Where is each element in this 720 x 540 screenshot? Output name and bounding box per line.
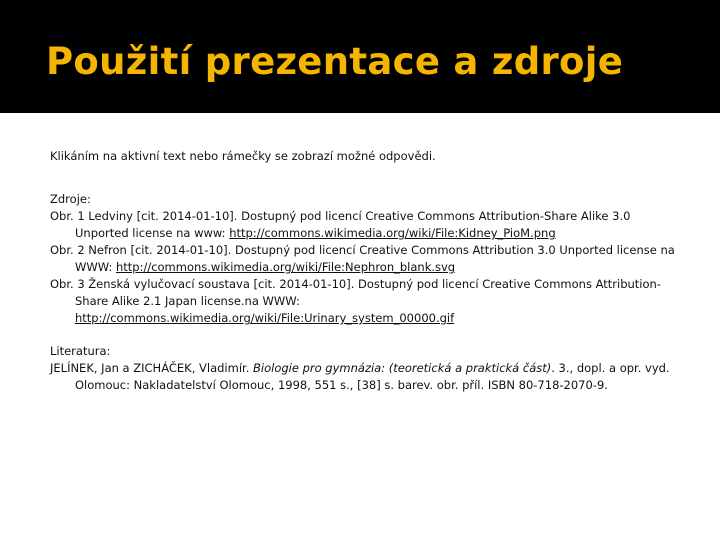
source-text-2: Obr. 2 Nefron [cit. 2014-01-10]. Dostupný pod licencí Creative Commons Attribution 3.0 Unported license na WWW: [50, 243, 675, 274]
title-bar [0, 0, 720, 113]
intro-text: Klikáním na aktivní text nebo rámečky se zobrazí možné odpovědi. [50, 149, 436, 163]
source-link-3[interactable]: http://commons.wikimedia.org/wiki/File:Urinary_system_00000.gif [75, 311, 455, 325]
source-text-3: Obr. 3 Ženská vylučovací soustava [cit. 2014-01-10]. Dostupný pod licencí Creative Commons Attribution-Share Alike 2.1 Japan license.na WWW: [50, 277, 661, 308]
literature-heading: Literatura: [50, 344, 111, 358]
source-entry-3 [50, 276, 680, 327]
literature-author: JELÍNEK, Jan a ZICHÁČEK, Vladimír. [50, 361, 254, 375]
sources-heading: Zdroje: [50, 192, 91, 206]
source-entry-1 [50, 208, 680, 242]
source-entry-2 [50, 242, 680, 276]
slide-content [50, 148, 680, 394]
literature-entry [50, 360, 680, 394]
source-link-2[interactable]: http://commons.wikimedia.org/wiki/File:Nephron_blank.svg [115, 260, 456, 274]
source-text-1: Obr. 1 Ledviny [cit. 2014-01-10]. Dostupný pod licencí Creative Commons Attribution-Share Alike 3.0 Unported license na www: [50, 209, 631, 240]
literature-details: . 3., dopl. a opr. vyd. Olomouc: Nakladatelství Olomouc, 1998, 551 s., [38] s. barev. obr. příl. ISBN 80-718-2070-9. [75, 361, 670, 392]
page-title: Použití prezentace a zdroje [46, 40, 624, 83]
source-link-1[interactable]: http://commons.wikimedia.org/wiki/File:Kidney_PioM.png [229, 226, 556, 240]
literature-book-title: Biologie pro gymnázia: (teoretická a praktická část) [253, 361, 552, 375]
